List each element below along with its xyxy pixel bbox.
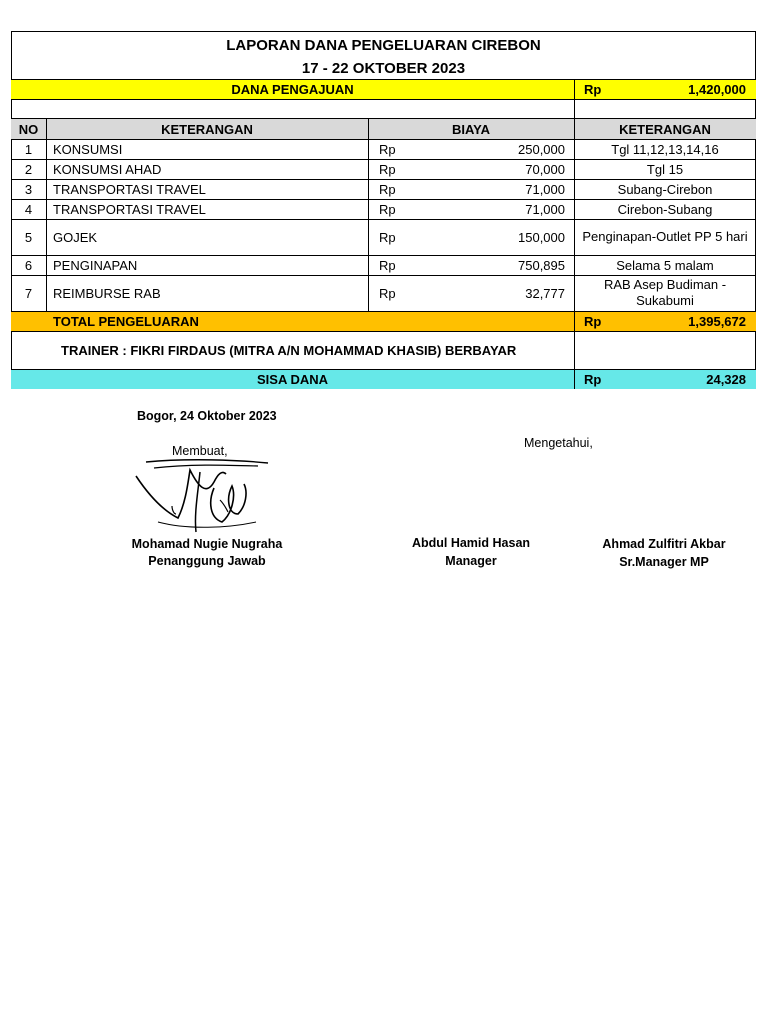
table-row-amount: 250,000: [518, 141, 565, 157]
signer-name: Mohamad Nugie Nugraha: [131, 537, 283, 551]
header-no: NO: [18, 121, 39, 137]
header-keterangan: KETERANGAN: [161, 121, 253, 137]
table-row-no: 7: [24, 285, 33, 301]
signature-scribble: [128, 452, 278, 542]
table-row-amount: 70,000: [525, 161, 565, 177]
table-row-no: 4: [24, 201, 33, 217]
grid-line: [11, 255, 756, 256]
table-row-item: TRANSPORTASI TRAVEL: [53, 201, 206, 217]
grid-line: [11, 331, 756, 332]
signer-name: Ahmad Zulfitri Akbar: [602, 537, 726, 551]
funding-amount: 1,420,000: [688, 82, 746, 97]
total-amount: 1,395,672: [688, 313, 746, 329]
remaining-currency: Rp: [584, 371, 602, 387]
table-row-note: Subang-Cirebon: [617, 181, 713, 197]
table-row-currency: Rp: [379, 181, 396, 197]
grid-line: [11, 369, 756, 370]
table-row-amount: 150,000: [518, 229, 565, 245]
signer-role: Manager: [445, 554, 497, 568]
grid-line: [11, 99, 756, 100]
table-row-currency: Rp: [379, 201, 396, 217]
table-row-note: Penginapan-Outlet PP 5 hari: [582, 229, 748, 244]
table-row-amount: 71,000: [525, 181, 565, 197]
table-row-no: 5: [24, 229, 33, 245]
table-row-note: Tgl 11,12,13,14,16: [611, 141, 719, 157]
remaining-label: SISA DANA: [256, 371, 329, 387]
grid-line: [11, 159, 756, 160]
total-label: TOTAL PENGELUARAN: [53, 313, 199, 329]
grid-line: [11, 275, 756, 276]
table-row-note: Tgl 15: [646, 161, 684, 177]
grid-line: [46, 119, 47, 311]
table-row-no: 6: [24, 257, 33, 273]
table-row-item: TRANSPORTASI TRAVEL: [53, 181, 206, 197]
table-row-item: GOJEK: [53, 229, 98, 245]
table-row-item: REIMBURSE RAB: [53, 285, 161, 301]
table-row-item: KONSUMSI AHAD: [53, 161, 162, 177]
table-row-currency: Rp: [379, 257, 396, 273]
table-row-amount: 71,000: [525, 201, 565, 217]
grid-line: [11, 179, 756, 180]
table-row-amount: 750,895: [518, 257, 565, 273]
acknowledged-label: Mengetahui,: [524, 436, 593, 450]
total-currency: Rp: [584, 313, 602, 329]
table-row-note: Selama 5 malam: [616, 257, 714, 273]
table-row-item: PENGINAPAN: [53, 257, 138, 273]
table-row-amount: 32,777: [525, 285, 565, 301]
header-keterangan-note: KETERANGAN: [619, 121, 711, 137]
table-row-no: 2: [24, 161, 33, 177]
grid-line: [11, 79, 756, 80]
table-row-currency: Rp: [379, 161, 396, 177]
signer-role: Sr.Manager MP: [619, 555, 709, 569]
table-row-note: Cirebon-Subang: [617, 201, 713, 217]
trainer-note: TRAINER : FIKRI FIRDAUS (MITRA A/N MOHAMMAD KHASIB) BERBAYAR: [61, 342, 517, 358]
report-title: LAPORAN DANA PENGELUARAN CIREBON: [226, 36, 541, 54]
remaining-amount: 24,328: [706, 371, 746, 387]
signer-name: Abdul Hamid Hasan: [411, 536, 531, 550]
grid-line: [368, 119, 369, 311]
grid-line: [11, 118, 756, 119]
funding-currency: Rp: [584, 82, 602, 97]
signer-role: Penanggung Jawab: [148, 554, 266, 568]
table-row-note: RAB Asep Budiman - Sukabumi: [603, 277, 727, 308]
report-period: 17 - 22 OKTOBER 2023: [301, 59, 466, 77]
grid-line: [11, 311, 756, 312]
made-by-label: Membuat,: [172, 444, 228, 458]
table-row-no: 1: [24, 141, 33, 157]
grid-line: [11, 139, 756, 140]
grid-line: [11, 219, 756, 220]
place-date: Bogor, 24 Oktober 2023: [137, 409, 277, 423]
header-biaya: BIAYA: [451, 121, 491, 137]
grid-line: [574, 80, 575, 389]
table-row-currency: Rp: [379, 229, 396, 245]
table-row-currency: Rp: [379, 141, 396, 157]
funding-label: DANA PENGAJUAN: [231, 82, 354, 97]
table-row-item: KONSUMSI: [53, 141, 123, 157]
table-row-no: 3: [24, 181, 33, 197]
grid-line: [11, 199, 756, 200]
table-row-currency: Rp: [379, 285, 396, 301]
